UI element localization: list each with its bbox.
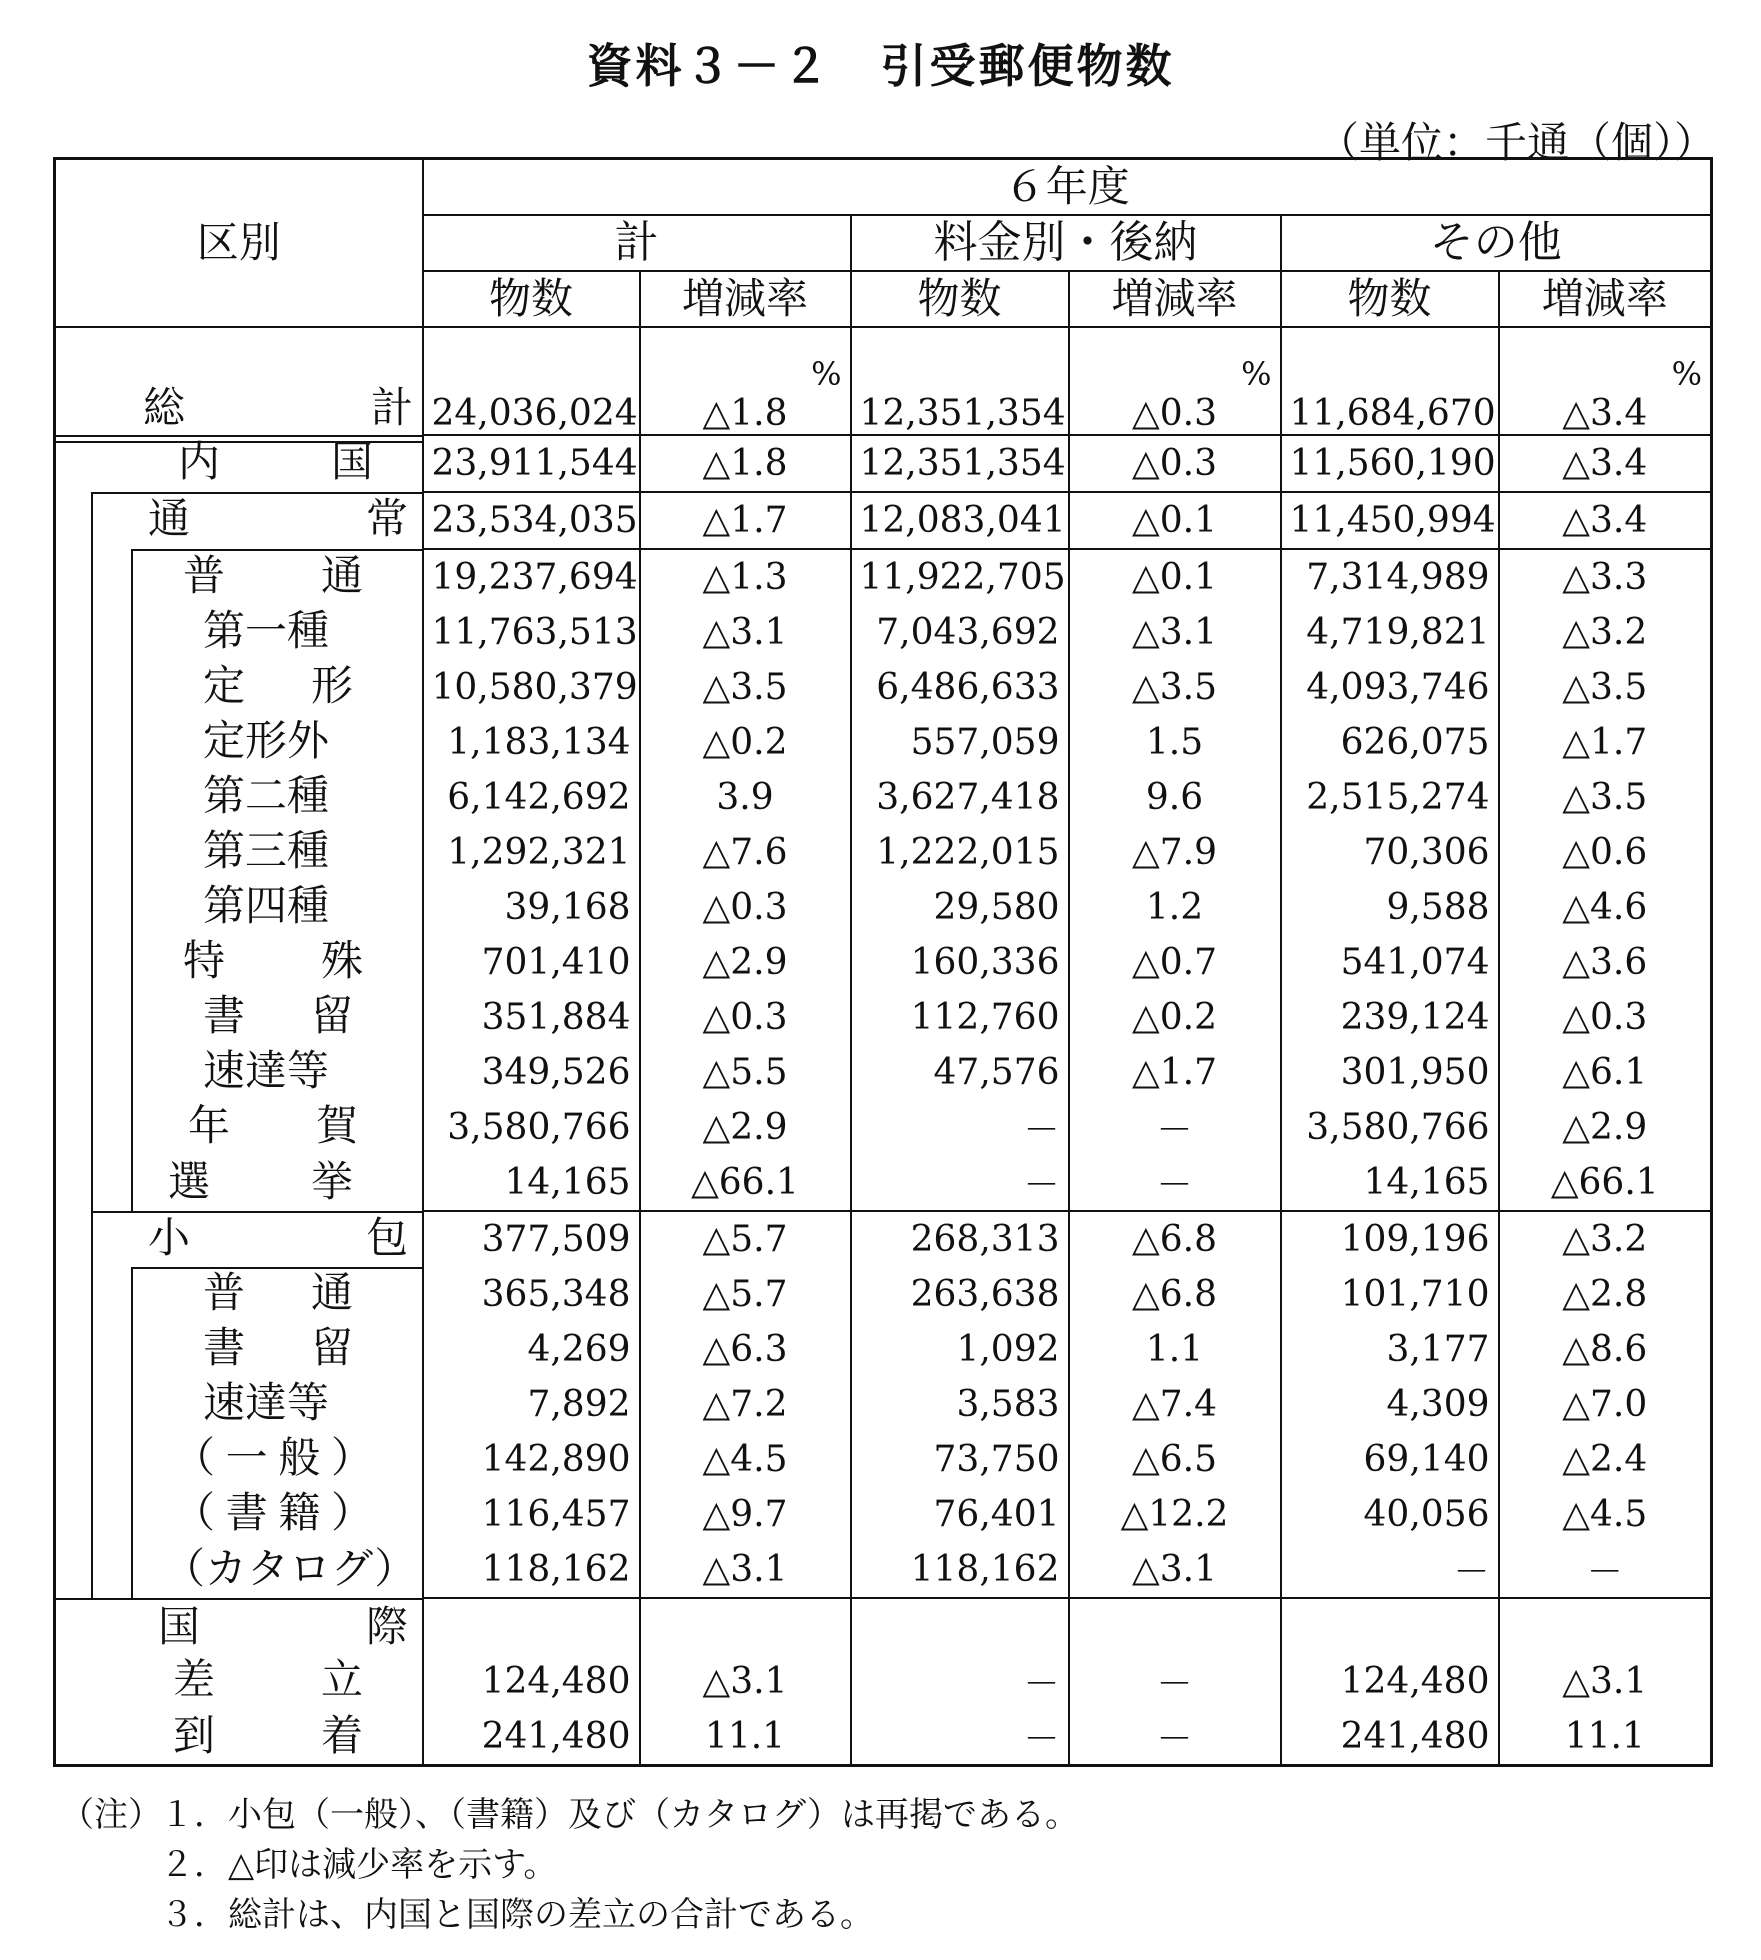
rate-cell: △1.7 <box>1069 1045 1281 1100</box>
row-label: 第一種 <box>203 606 330 655</box>
row-label-char: 書 <box>203 991 246 1040</box>
count-cell: 701,410 <box>423 935 640 990</box>
count-cell: 109,196 <box>1281 1211 1499 1267</box>
row-label-char: 計 <box>370 382 413 432</box>
rate-cell: △6.1 <box>1499 1045 1712 1100</box>
rate-cell: △6.8 <box>1069 1267 1281 1322</box>
row-label-char: 一 <box>225 1433 268 1482</box>
count-cell: 118,162 <box>851 1542 1069 1598</box>
row-label-char: 挙 <box>310 1156 353 1206</box>
rate-cell: △7.9 <box>1069 825 1281 880</box>
row-label <box>203 661 353 710</box>
percent-unit: % <box>1671 354 1703 393</box>
count-cell: 70,306 <box>1281 825 1499 880</box>
count-cell: 1,222,015 <box>851 825 1069 880</box>
count-cell: 160,336 <box>851 935 1069 990</box>
row-label-char: 定 <box>203 661 246 710</box>
count-cell: 23,534,035 <box>423 492 640 549</box>
rate-cell: △9.7 <box>640 1487 851 1542</box>
row-label-char: 殊 <box>320 936 363 985</box>
row-label-char: 選 <box>168 1156 211 1206</box>
rate-cell: △3.1 <box>1499 1654 1712 1709</box>
count-cell <box>1281 1598 1499 1654</box>
rate-cell: △1.7 <box>1499 715 1712 770</box>
count-cell: 3,583 <box>851 1377 1069 1432</box>
row-label-char: 国 <box>330 437 373 486</box>
row-label-char: 内 <box>178 437 221 486</box>
rate-cell: － <box>1069 1709 1281 1766</box>
percent-unit: % <box>811 354 842 393</box>
count-cell: 14,165 <box>423 1155 640 1211</box>
rate-cell: △7.6 <box>640 825 851 880</box>
row-label-char: 書 <box>225 1488 268 1537</box>
row-label-char: 籍 <box>278 1488 321 1537</box>
count-cell: 10,580,379 <box>423 660 640 715</box>
rate-cell: △3.3 <box>1499 549 1712 605</box>
count-cell: － <box>851 1100 1069 1155</box>
row-label-char: 包 <box>365 1212 408 1262</box>
rate-cell: △3.5 <box>1499 660 1712 715</box>
rate-cell: 1.2 <box>1069 880 1281 935</box>
row-label: 第四種 <box>203 881 330 930</box>
count-cell: － <box>1281 1542 1499 1598</box>
count-cell <box>423 327 640 435</box>
rule-domestic <box>53 435 423 437</box>
rate-cell: △5.5 <box>640 1045 851 1100</box>
row-label-char: 通 <box>320 550 363 600</box>
row-label-char: 特 <box>183 936 226 985</box>
rule-parcel-sub <box>131 1267 423 1269</box>
count-cell <box>423 1598 640 1654</box>
row-label <box>158 1601 408 1651</box>
row-label <box>168 1156 353 1206</box>
rate-cell: △12.2 <box>1069 1487 1281 1542</box>
count-cell: 11,560,190 <box>1281 435 1499 492</box>
rule-international <box>53 1598 423 1600</box>
rate-cell: △2.4 <box>1499 1432 1712 1487</box>
count-cell: 47,576 <box>851 1045 1069 1100</box>
count-cell: － <box>851 1155 1069 1211</box>
row-label-char: 留 <box>310 991 353 1040</box>
count-cell: 239,124 <box>1281 990 1499 1045</box>
row-label <box>203 1268 353 1317</box>
count-cell: 11,450,994 <box>1281 492 1499 549</box>
count-cell: 365,348 <box>423 1267 640 1322</box>
count-cell: － <box>851 1654 1069 1709</box>
row-label: 第三種 <box>203 826 330 875</box>
count-cell: 4,269 <box>423 1322 640 1377</box>
row-label-char: 般 <box>278 1433 321 1482</box>
cell-value: △1.8 <box>702 392 788 434</box>
double-rule <box>53 441 423 443</box>
cell-value: △3.4 <box>1562 392 1648 434</box>
row-label <box>148 494 408 543</box>
count-cell: 3,627,418 <box>851 770 1069 825</box>
rate-cell: － <box>1069 1100 1281 1155</box>
count-cell: 11,763,513 <box>423 605 640 660</box>
row-label-char: 年 <box>188 1101 231 1150</box>
row-label-char: 普 <box>183 550 226 600</box>
rate-cell: △2.9 <box>640 935 851 990</box>
count-cell: 7,892 <box>423 1377 640 1432</box>
count-cell <box>851 1598 1069 1654</box>
rate-cell: △0.6 <box>1499 825 1712 880</box>
rate-cell: △7.0 <box>1499 1377 1712 1432</box>
rate-cell: △3.5 <box>1499 770 1712 825</box>
row-label: 定形外 <box>203 716 330 765</box>
cell-value: 24,036,024 <box>431 392 638 434</box>
rate-cell <box>1499 327 1712 435</box>
row-label-char: 小 <box>148 1212 191 1262</box>
rule-parcel <box>91 1211 423 1213</box>
count-cell: 112,760 <box>851 990 1069 1045</box>
count-cell <box>851 327 1069 435</box>
row-label-char: 到 <box>173 1710 216 1760</box>
count-cell: 9,588 <box>1281 880 1499 935</box>
group-bracket-domestic <box>91 492 93 1600</box>
count-cell: 118,162 <box>423 1542 640 1598</box>
count-cell: 1,092 <box>851 1322 1069 1377</box>
rate-cell: △3.2 <box>1499 605 1712 660</box>
row-label-char: （ <box>173 1488 216 1537</box>
count-cell: 14,165 <box>1281 1155 1499 1211</box>
rate-cell: △4.5 <box>1499 1487 1712 1542</box>
rate-cell: △3.4 <box>1499 492 1712 549</box>
header-rate-other: 増減率 <box>1499 271 1712 327</box>
count-cell: 4,093,746 <box>1281 660 1499 715</box>
row-label-char: 立 <box>320 1655 363 1704</box>
rate-cell: △0.3 <box>640 990 851 1045</box>
group-bracket-ordinary <box>131 549 133 1211</box>
header-rate-total: 増減率 <box>640 271 851 327</box>
header-year: ６年度 <box>423 159 1712 215</box>
row-label-char: 着 <box>320 1710 363 1760</box>
note-3: ３．総計は、内国と国際の差立の合計である。 <box>160 1895 874 1935</box>
row-label-char: 通 <box>148 494 191 543</box>
row-label <box>173 1710 363 1760</box>
notes-head: （注） <box>60 1795 162 1835</box>
count-cell: 241,480 <box>1281 1709 1499 1766</box>
rate-cell: 11.1 <box>1499 1709 1712 1766</box>
rate-cell: △3.5 <box>640 660 851 715</box>
row-label-char: 賀 <box>315 1101 358 1150</box>
count-cell: 3,580,766 <box>1281 1100 1499 1155</box>
row-label-char: 国 <box>158 1601 201 1651</box>
count-cell: 263,638 <box>851 1267 1069 1322</box>
rate-cell: △0.3 <box>1499 990 1712 1045</box>
rate-cell: － <box>1069 1654 1281 1709</box>
row-label <box>183 550 363 600</box>
rate-cell: 1.5 <box>1069 715 1281 770</box>
rate-cell: △8.6 <box>1499 1322 1712 1377</box>
rate-cell: 3.9 <box>640 770 851 825</box>
count-cell: 6,142,692 <box>423 770 640 825</box>
row-label <box>173 1433 373 1482</box>
rate-cell: － <box>1499 1542 1712 1598</box>
row-label <box>188 1101 358 1150</box>
count-cell: 4,309 <box>1281 1377 1499 1432</box>
count-cell: 541,074 <box>1281 935 1499 990</box>
row-label-char: 総 <box>143 382 186 432</box>
row-label <box>178 437 373 486</box>
count-cell: 69,140 <box>1281 1432 1499 1487</box>
row-label-char: 差 <box>173 1655 216 1704</box>
rate-cell: △2.9 <box>1499 1100 1712 1155</box>
rate-cell: △0.3 <box>640 880 851 935</box>
rate-cell: 11.1 <box>640 1709 851 1766</box>
count-cell: 1,292,321 <box>423 825 640 880</box>
count-cell: 301,950 <box>1281 1045 1499 1100</box>
count-cell: 116,457 <box>423 1487 640 1542</box>
count-cell: 349,526 <box>423 1045 640 1100</box>
rate-cell: △6.3 <box>640 1322 851 1377</box>
row-label-char: 普 <box>203 1268 246 1317</box>
rate-cell: △3.2 <box>1499 1211 1712 1267</box>
count-cell: 1,183,134 <box>423 715 640 770</box>
header-count-other: 物数 <box>1281 271 1499 327</box>
row-label-char: ） <box>330 1433 373 1482</box>
row-label-char: ） <box>330 1488 373 1537</box>
row-label <box>148 1212 408 1262</box>
count-cell: 3,580,766 <box>423 1100 640 1155</box>
header-group-postpaid: 料金別・後納 <box>851 215 1281 271</box>
count-cell: 12,351,354 <box>851 435 1069 492</box>
count-cell: 19,237,694 <box>423 549 640 605</box>
rate-cell <box>1499 1598 1712 1654</box>
header-count-postpaid: 物数 <box>851 271 1069 327</box>
group-bracket-parcel <box>131 1267 133 1598</box>
rate-cell: △3.1 <box>1069 605 1281 660</box>
rate-cell: △0.1 <box>1069 492 1281 549</box>
page-title: 資料３－２ 引受郵便物数 <box>586 39 1175 93</box>
rate-cell: △4.5 <box>640 1432 851 1487</box>
header-count-total: 物数 <box>423 271 640 327</box>
note-2: ２．△印は減少率を示す。 <box>160 1845 558 1885</box>
count-cell: 76,401 <box>851 1487 1069 1542</box>
row-label <box>183 936 363 985</box>
rate-cell: △6.5 <box>1069 1432 1281 1487</box>
unit-label: （単位：千通（個）） <box>1316 118 1716 167</box>
cell-value: 12,351,354 <box>859 392 1066 434</box>
row-label <box>173 1655 363 1704</box>
header-rate-postpaid: 増減率 <box>1069 271 1281 327</box>
row-label-char: 書 <box>203 1323 246 1372</box>
rate-cell: △3.1 <box>640 1542 851 1598</box>
count-cell: 4,719,821 <box>1281 605 1499 660</box>
count-cell: 351,884 <box>423 990 640 1045</box>
count-cell: 73,750 <box>851 1432 1069 1487</box>
row-label-char: 留 <box>310 1323 353 1372</box>
count-cell: 377,509 <box>423 1211 640 1267</box>
rate-cell: △66.1 <box>1499 1155 1712 1211</box>
rate-cell <box>1069 1598 1281 1654</box>
count-cell: 11,922,705 <box>851 549 1069 605</box>
count-cell: 12,083,041 <box>851 492 1069 549</box>
rate-cell: △3.6 <box>1499 935 1712 990</box>
rate-cell: △3.1 <box>1069 1542 1281 1598</box>
rate-cell: △2.9 <box>640 1100 851 1155</box>
row-label: 第二種 <box>203 771 330 820</box>
rate-cell: △3.1 <box>640 1654 851 1709</box>
rate-cell: △6.8 <box>1069 1211 1281 1267</box>
count-cell: 39,168 <box>423 880 640 935</box>
rate-cell: △0.1 <box>1069 549 1281 605</box>
row-label: 速達等 <box>203 1378 330 1427</box>
header-category: 区別 <box>55 159 423 327</box>
rule-ordinary-sub <box>131 549 423 551</box>
count-cell: 7,043,692 <box>851 605 1069 660</box>
row-label <box>173 1488 373 1537</box>
count-cell: 3,177 <box>1281 1322 1499 1377</box>
rate-cell: △1.7 <box>640 492 851 549</box>
row-label: 速達等 <box>203 1046 330 1095</box>
cell-value: 11,684,670 <box>1289 392 1496 434</box>
rate-cell: △1.8 <box>640 435 851 492</box>
rate-cell: 9.6 <box>1069 770 1281 825</box>
rate-cell: △0.2 <box>640 715 851 770</box>
count-cell: 124,480 <box>423 1654 640 1709</box>
count-cell: 124,480 <box>1281 1654 1499 1709</box>
count-cell: 268,313 <box>851 1211 1069 1267</box>
note-1: １．小包（一般）、（書籍）及び（カタログ）は再掲である。 <box>160 1795 1080 1835</box>
count-cell: 2,515,274 <box>1281 770 1499 825</box>
header-group-total: 計 <box>423 215 851 271</box>
rate-cell <box>640 327 851 435</box>
stats-table-container <box>53 157 1710 1764</box>
cell-value: △0.3 <box>1132 392 1217 434</box>
count-cell: 29,580 <box>851 880 1069 935</box>
row-label: （カタログ） <box>163 1543 417 1593</box>
rate-cell: △7.2 <box>640 1377 851 1432</box>
rule-ordinary <box>91 492 423 494</box>
rate-cell: △2.8 <box>1499 1267 1712 1322</box>
count-cell: 40,056 <box>1281 1487 1499 1542</box>
count-cell <box>1281 327 1499 435</box>
rate-cell: △1.3 <box>640 549 851 605</box>
count-cell: 7,314,989 <box>1281 549 1499 605</box>
row-label-char: 通 <box>310 1268 353 1317</box>
rate-cell: 1.1 <box>1069 1322 1281 1377</box>
count-cell: 6,486,633 <box>851 660 1069 715</box>
rate-cell: △3.4 <box>1499 435 1712 492</box>
percent-unit: % <box>1241 354 1272 393</box>
rate-cell: △4.6 <box>1499 880 1712 935</box>
count-cell: 101,710 <box>1281 1267 1499 1322</box>
count-cell: 23,911,544 <box>423 435 640 492</box>
rate-cell: △5.7 <box>640 1267 851 1322</box>
rate-cell: △66.1 <box>640 1155 851 1211</box>
rate-cell: △0.3 <box>1069 435 1281 492</box>
count-cell: 626,075 <box>1281 715 1499 770</box>
count-cell: 241,480 <box>423 1709 640 1766</box>
rate-cell: △0.2 <box>1069 990 1281 1045</box>
row-label-char: （ <box>173 1433 216 1482</box>
rate-cell: △7.4 <box>1069 1377 1281 1432</box>
count-cell: 557,059 <box>851 715 1069 770</box>
row-label-char: 形 <box>310 661 353 710</box>
row-label <box>143 382 413 432</box>
rate-cell: △0.7 <box>1069 935 1281 990</box>
row-label-char: 際 <box>365 1601 408 1651</box>
rate-cell <box>1069 327 1281 435</box>
rate-cell <box>640 1598 851 1654</box>
row-label <box>203 1323 353 1372</box>
header-group-other: その他 <box>1281 215 1712 271</box>
count-cell: 142,890 <box>423 1432 640 1487</box>
rate-cell: △3.1 <box>640 605 851 660</box>
count-cell: － <box>851 1709 1069 1766</box>
row-label <box>203 991 353 1040</box>
rate-cell: △5.7 <box>640 1211 851 1267</box>
notes <box>60 1790 1079 1940</box>
rate-cell: △3.5 <box>1069 660 1281 715</box>
row-label-char: 常 <box>365 494 408 543</box>
rate-cell: － <box>1069 1155 1281 1211</box>
